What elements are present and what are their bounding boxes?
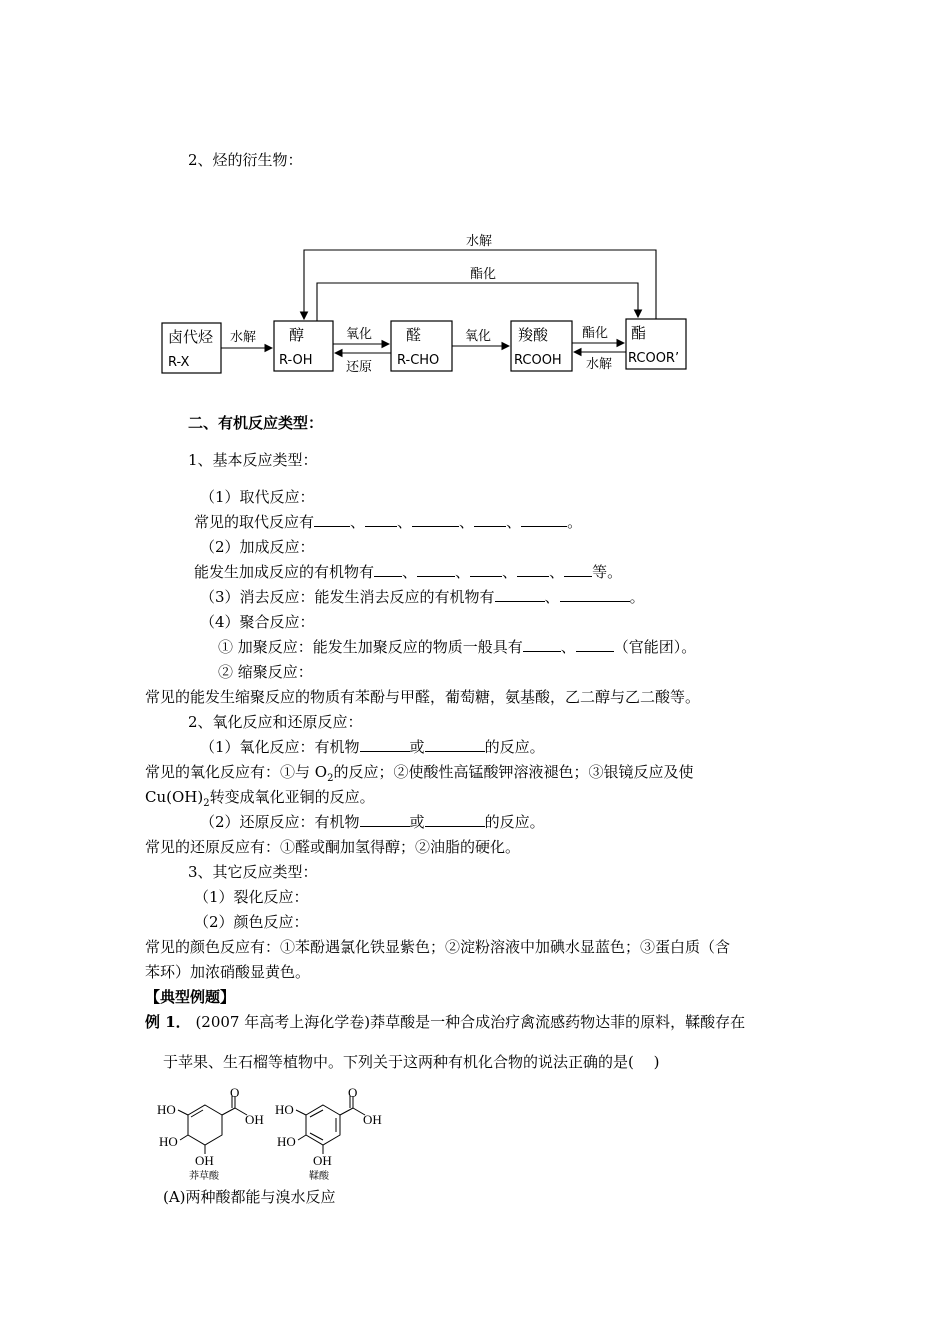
arrow-esterification-1-label: 酯化 [582,326,609,341]
blank[interactable] [576,637,614,652]
arrow-hydrolysis-2-label: 水解 [586,357,613,372]
box-alcohol-formula: R-OH [279,353,313,368]
reduction-line: （2）还原反应：有机物 或 的反应。 [200,813,545,831]
condensation-heading: ② 缩聚反应： [218,663,313,681]
svg-text:莽草酸: 莽草酸 [189,1171,219,1182]
blank[interactable] [360,812,410,827]
loop-esterification-label: 酯化 [470,267,497,282]
box-haloalkane-name: 卤代烃 [168,328,214,346]
arrow-oxidation-1-label: 氧化 [346,327,373,342]
loop-hydrolysis-label: 水解 [466,234,493,249]
blank[interactable] [425,812,485,827]
heading-reaction-types: 二、有机反应类型： [188,414,324,432]
svg-text:OH: OH [363,1112,382,1127]
box-ester-formula: RCOOR’ [628,351,680,366]
blank[interactable] [425,737,485,752]
blank[interactable] [560,587,630,602]
reduction-examples: 常见的还原反应有：①醛或酮加氢得醇；②油脂的硬化。 [145,838,521,856]
blank[interactable] [374,562,402,577]
blank[interactable] [412,512,459,527]
option-a[interactable]: (A)两种酸都能与溴水反应 [163,1188,336,1206]
blank[interactable] [417,562,455,577]
box-aldehyde-name: 醛 [406,326,422,344]
oxidation-examples-1: 常见的氧化反应有：①与 $O_2$的反应；②使酸性高锰酸钾溶液褪色；③银镜反应及使 [145,763,694,784]
blank[interactable] [495,587,545,602]
elimination-line: （3）消去反应：能发生消去反应的有机物有 、 。 [200,588,645,606]
box-haloalkane-formula: R-X [168,355,190,370]
blank[interactable] [521,512,567,527]
derivatives-diagram [0,225,950,385]
svg-text:HO: HO [275,1102,294,1117]
blank[interactable] [517,562,549,577]
condensation-text: 常见的能发生缩聚反应的物质有苯酚与甲醛，葡萄糖，氨基酸，乙二醇与乙二酸等。 [145,688,701,706]
addition-text: 能发生加成反应的有机物有 [194,563,375,581]
cracking-heading: （1）裂化反应： [194,888,309,906]
basic-types: 1、基本反应类型： [188,451,318,469]
blank[interactable] [564,562,592,577]
color-reaction-text-1: 常见的颜色反应有：①苯酚遇氯化铁显紫色；②淀粉溶液中加碘水显蓝色；③蛋白质（含 [145,938,731,956]
redox-heading: 2、氧化反应和还原反应： [188,713,363,731]
addition-line: 能发生加成反应的有机物有 、 、 、 、 等。 [194,563,623,581]
loop-hydrolysis [304,250,656,319]
svg-text:HO: HO [157,1102,176,1117]
elimination-text: （3）消去反应：能发生消去反应的有机物有 [200,588,495,606]
svg-text:OH: OH [195,1153,214,1168]
section-title: 2、烃的衍生物： [188,151,303,169]
oxidation-text: （1）氧化反应：有机物 [200,738,360,756]
substitution-line: 常见的取代反应有 、 、 、 、 。 [194,513,583,531]
examples-heading: 【典型例题】 [145,988,236,1006]
shikimic-acid-structure [155,1088,275,1183]
oxidation-line: （1）氧化反应：有机物 或 的反应。 [200,738,545,756]
reduction-text: （2）还原反应：有机物 [200,813,360,831]
gallic-acid-structure [273,1088,393,1183]
svg-text:HO: HO [277,1134,296,1149]
svg-text:OH: OH [313,1153,332,1168]
blank[interactable] [474,512,506,527]
blank[interactable] [314,512,350,527]
arrow-hydrolysis-1-label: 水解 [230,330,257,345]
svg-text:O: O [348,1088,358,1100]
color-reaction-text-2: 苯环）加浓硝酸显黄色。 [145,963,311,981]
svg-text:HO: HO [159,1134,178,1149]
polymerization-heading: （4）聚合反应： [200,613,315,631]
box-aldehyde-formula: R-CHO [397,353,440,368]
blank[interactable] [360,737,410,752]
blank[interactable] [523,637,561,652]
box-alcohol-name: 醇 [289,326,305,344]
substitution-text: 常见的取代反应有 [194,513,315,531]
blank[interactable] [365,512,397,527]
svg-text:OH: OH [245,1112,264,1127]
box-acid-formula: RCOOH [514,353,562,368]
svg-text:鞣酸: 鞣酸 [309,1171,329,1182]
arrow-oxidation-2-label: 氧化 [465,329,492,344]
oxidation-examples-2: $Cu(OH)_2$转变成氧化亚铜的反应。 [145,788,375,809]
loop-esterification [317,283,638,321]
box-ester-name: 酯 [631,324,647,342]
box-acid-name: 羧酸 [518,326,549,344]
svg-text:O: O [230,1088,240,1100]
arrow-reduction-label: 还原 [346,360,373,375]
blank[interactable] [470,562,502,577]
example-1-line-2: 于苹果、生石榴等植物中。下列关于这两种有机化合物的说法正确的是( ) [163,1053,660,1071]
addition-polymerization-text: ① 加聚反应：能发生加聚反应的物质一般具有 [218,638,523,656]
other-types-heading: 3、其它反应类型： [188,863,318,881]
addition-polymerization-line: ① 加聚反应：能发生加聚反应的物质一般具有 、 （官能团）。 [218,638,697,656]
example-1-label: 例 1． [145,1013,191,1031]
addition-heading: （2）加成反应： [200,538,315,556]
example-1-line-1: 例 1． (2007 年高考上海化学卷)莽草酸是一种合成治疗禽流感药物达菲的原料，鞣酸存在 [145,1013,746,1031]
substitution-heading: （1）取代反应： [200,488,315,506]
color-reaction-heading: （2）颜色反应： [194,913,309,931]
